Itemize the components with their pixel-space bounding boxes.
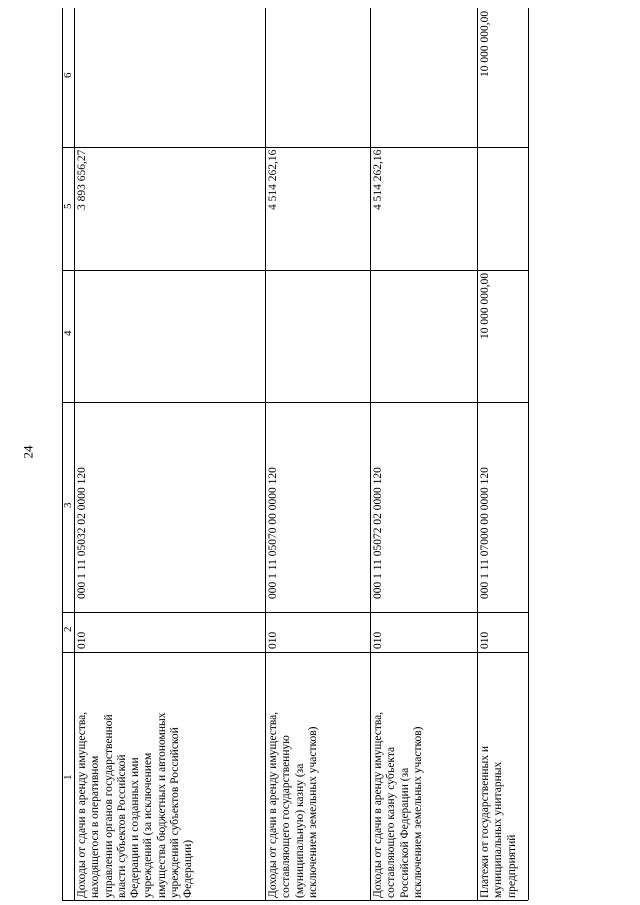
column-header-2: 2	[62, 626, 74, 632]
row-4-col6: 10 000 000,00	[479, 10, 491, 77]
column-divider	[62, 147, 528, 148]
column-header-4: 4	[62, 330, 74, 336]
row-1-name: Доходы от сдачи в аренду имущества, находящегося в оперативном управлении органов государственной власти субъектов Российской Федерации и созданных ими учреждений (за исключением имущества бюджетных и автономных учреждений субъектов Российской Федерации)	[76, 711, 195, 898]
row-3-kbk: 000 1 11 05072 02 0000 120	[372, 467, 384, 599]
row-divider	[265, 8, 266, 900]
row-4-name: Платежи от государственных и муниципальных унитарных предприятий	[479, 745, 518, 898]
row-2-col5: 4 514 262,16	[267, 149, 279, 210]
row-divider	[62, 8, 63, 900]
row-3-code: 010	[372, 631, 384, 649]
row-2-kbk: 000 1 11 05070 00 0000 120	[267, 467, 279, 599]
column-header-5: 5	[62, 203, 74, 209]
table-bottom-edge	[62, 900, 528, 901]
row-4-code: 010	[479, 631, 491, 649]
row-divider	[74, 8, 75, 900]
row-4-col4: 10 000 000,00	[479, 272, 491, 339]
column-header-1: 1	[62, 774, 74, 780]
row-4-kbk: 000 1 11 07000 00 0000 120	[479, 467, 491, 599]
row-divider	[370, 8, 371, 900]
page-number: 24	[20, 445, 36, 459]
row-divider	[528, 8, 529, 900]
column-header-6: 6	[62, 72, 74, 78]
row-2-name: Доходы от сдачи в аренду имущества, составляющего государственную (муниципальную) казну (за исключением земельных участков)	[267, 711, 319, 898]
column-divider	[62, 270, 528, 271]
column-divider	[62, 612, 528, 613]
row-1-kbk: 000 1 11 05032 02 0000 120	[76, 467, 88, 599]
row-1-code: 010	[76, 631, 88, 649]
column-divider	[62, 652, 528, 653]
row-1-col5: 3 893 656,27	[76, 149, 88, 210]
row-3-col5: 4 514 262,16	[372, 149, 384, 210]
row-3-name: Доходы от сдачи в аренду имущества, составляющего казну субъекта Российской Федерации (за исключением земельных участков)	[372, 711, 424, 898]
row-divider	[477, 8, 478, 900]
column-header-3: 3	[62, 502, 74, 508]
row-2-code: 010	[267, 631, 279, 649]
column-divider	[62, 402, 528, 403]
